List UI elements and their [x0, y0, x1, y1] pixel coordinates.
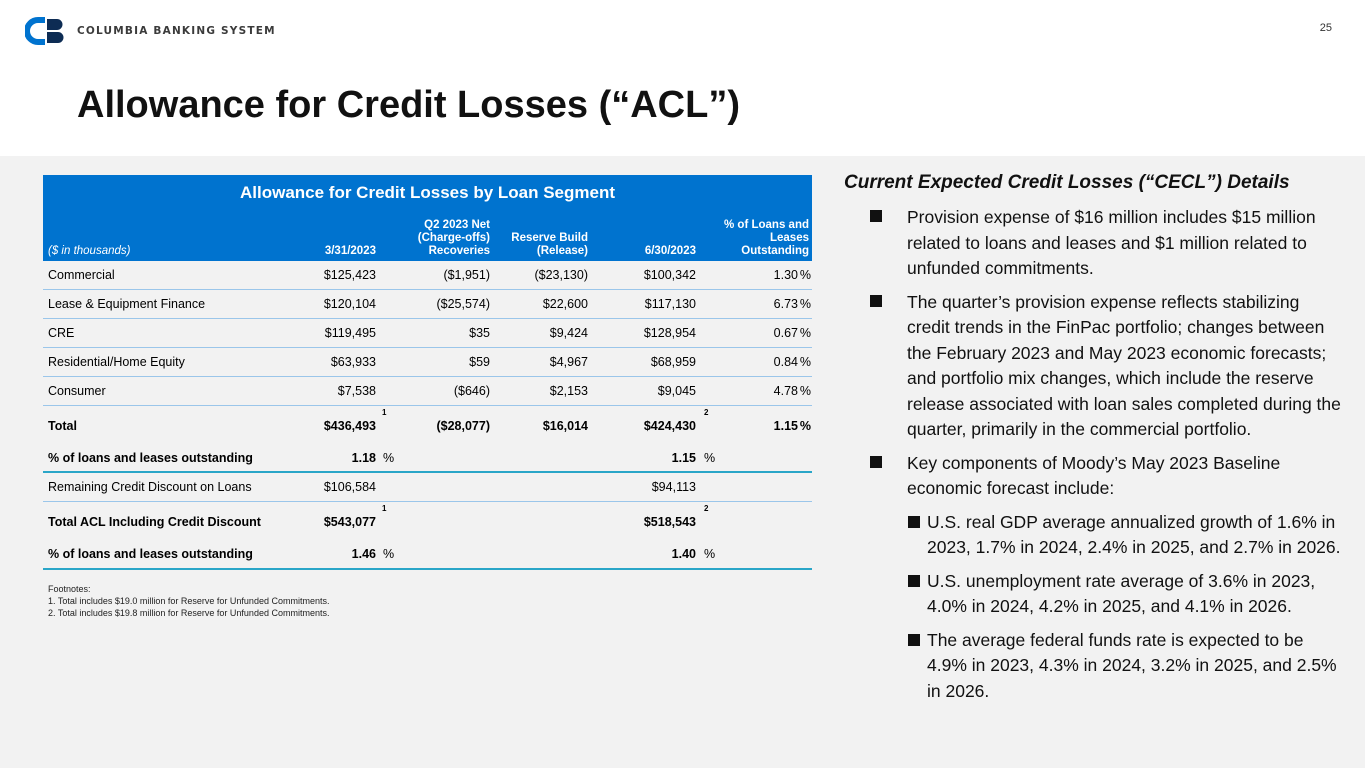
page-number: 25 [1319, 22, 1332, 34]
company-logo [25, 16, 276, 46]
table-row: Consumer $7,538 ($646) $2,153 $9,045 4.78 % [43, 377, 812, 406]
footnote-item: 1. Total includes $19.0 million for Reserve for Unfunded Commitments. [48, 596, 330, 606]
slide-body [0, 156, 1365, 768]
footnotes-heading: Footnotes: [48, 584, 91, 594]
col-header-q2: 6/30/2023 [644, 245, 696, 257]
table-title: Allowance for Credit Losses by Loan Segment [239, 183, 616, 202]
square-bullet-icon [908, 575, 920, 587]
table-row: Residential/Home Equity $63,933 $59 $4,967 $68,959 0.84 % [43, 348, 812, 377]
table-row: Lease & Equipment Finance $120,104 ($25,574) $22,600 $117,130 6.73 % [43, 290, 812, 319]
footnotes [48, 583, 329, 619]
acl-table [43, 175, 812, 570]
remaining-discount-row: Remaining Credit Discount on Loans $106,584 $94,113 [43, 473, 812, 502]
sub-bullet-item: The average federal funds rate is expected to be 4.9% in 2023, 4.3% in 2024, 3.2% in 2025, and 2.5% in 2026. [844, 628, 1344, 705]
total-acl-row: Total ACL Including Credit Discount $543,077 1 $518,543 2 [48, 504, 709, 529]
col-header-build: Reserve Build (Release) [511, 232, 588, 257]
square-bullet-icon [870, 456, 882, 468]
logo-text: COLUMBIA BANKING SYSTEM [77, 25, 276, 37]
cb-logo-icon [25, 16, 67, 46]
page-title: Allowance for Credit Losses (“ACL”) [77, 84, 740, 126]
square-bullet-icon [908, 634, 920, 646]
bullet-item: Provision expense of $16 million includes $15 million related to loans and leases and $1 million related to unfunded commitments. [844, 205, 1344, 282]
footnote-ref-1: 1 [382, 504, 387, 513]
footnote-item: 2. Total includes $19.8 million for Reserve for Unfunded Commitments. [48, 608, 330, 618]
col-header-pct: % of Loans and Leases Outstanding [724, 219, 809, 257]
footnote-ref-1: 1 [382, 408, 387, 417]
pct-outstanding-row: % of loans and leases outstanding 1.18 % 1.15 % [43, 446, 812, 473]
square-bullet-icon [870, 295, 882, 307]
cecl-title: Current Expected Credit Losses (“CECL”) Details [844, 172, 1290, 193]
bullet-item: The quarter’s provision expense reflects stabilizing credit trends in the FinPac portfolio; changes between the February 2023 and May 2023 economic forecasts; and portfolio mix changes, which include the reserve release associated with loan sales completed during the quarter, primarily in the commercial portfolio. [844, 290, 1344, 443]
square-bullet-icon [870, 210, 882, 222]
table-header [43, 175, 812, 261]
square-bullet-icon [908, 516, 920, 528]
col-header-q1: 3/31/2023 [324, 245, 376, 257]
pct-outstanding-row: % of loans and leases outstanding 1.46 % 1.40 % [43, 542, 812, 570]
sub-bullet-item: U.S. real GDP average annualized growth of 1.6% in 2023, 1.7% in 2024, 2.4% in 2025, and 2.7% in 2026. [844, 510, 1344, 561]
col-header-net: Q2 2023 Net (Charge-offs) Recoveries [417, 219, 490, 257]
total-row: Total $436,493 1 ($28,077) $16,014 $424,430 2 1.15 % [48, 408, 811, 433]
table-row: Commercial $125,423 ($1,951) ($23,130) $100,342 1.30 % [43, 261, 812, 290]
cecl-details [844, 172, 1344, 712]
slide-header [0, 0, 1365, 156]
footnote-ref-2: 2 [704, 408, 709, 417]
bullet-item: Key components of Moody’s May 2023 Baseline economic forecast include: [844, 451, 1344, 502]
footnote-ref-2: 2 [704, 504, 709, 513]
sub-bullet-item: U.S. unemployment rate average of 3.6% in 2023, 4.0% in 2024, 4.2% in 2025, and 4.1% in 2026. [844, 569, 1344, 620]
table-row: CRE $119,495 $35 $9,424 $128,954 0.67 % [43, 319, 812, 348]
units-label: ($ in thousands) [48, 245, 131, 257]
